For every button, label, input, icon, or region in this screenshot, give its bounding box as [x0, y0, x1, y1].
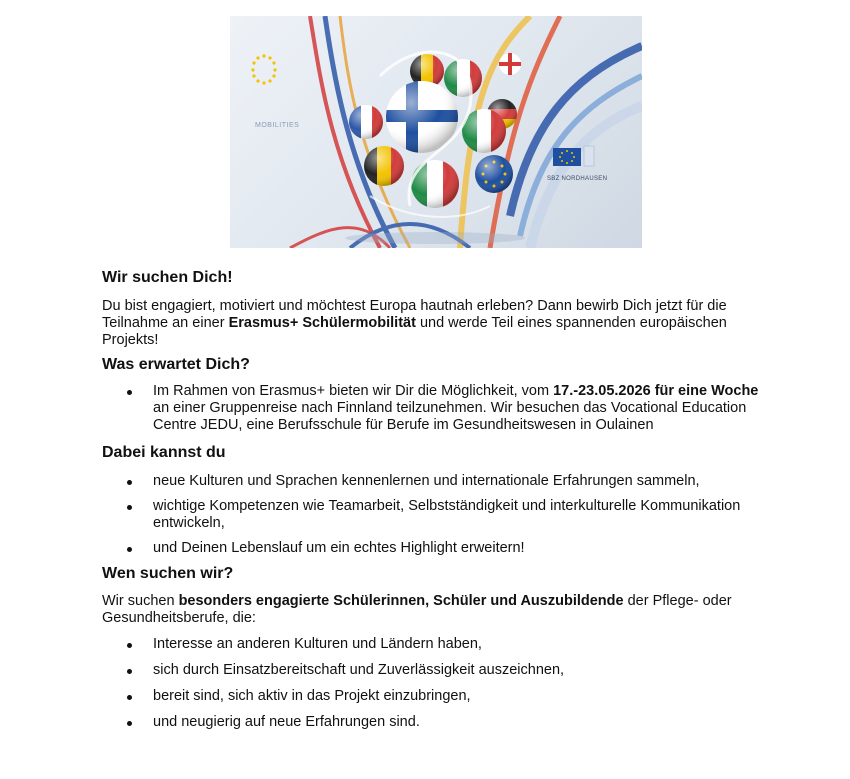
eu-stars-left [251, 54, 276, 84]
target-text-2: der Pflege- oder Gesundheitsberufe, die: [102, 593, 732, 626]
list-item: sich durch Einsatzbereitschaft und Zuverlässigkeit auszeichnen, [102, 662, 762, 679]
expectation-text-1: Im Rahmen von Erasmus+ bieten wir Dir die Möglichkeit, vom [153, 383, 554, 399]
target-text-bold: besonders engagierte Schülerinnen, Schüler und Auszubildende [178, 593, 624, 609]
flag-balls-illustration [230, 16, 642, 248]
benefits-list [102, 473, 762, 557]
list-item: wichtige Kompetenzen wie Teamarbeit, Selbstständigkeit und interkulturelle Kommunikation entwickeln, [102, 498, 762, 532]
list-item: neue Kulturen und Sprachen kennenlernen und internationale Erfahrungen sammeln, [102, 473, 762, 490]
list-item [102, 383, 762, 434]
target-paragraph [102, 593, 762, 627]
heading-was-erwartet-dich: Was erwartet Dich? [102, 356, 250, 373]
requirements-list [102, 636, 762, 731]
list-item: Interesse an anderen Kulturen und Ländern haben, [102, 636, 762, 653]
hero-right-caption: SBZ NORDHAUSEN [547, 176, 608, 182]
intro-text-1: Du bist engagiert, motiviert und möchtest Europa hautnah erleben? Dann bewirb Dich jetzt für die Teilnahme an einer [102, 298, 727, 331]
target-text-1: Wir suchen [102, 593, 179, 609]
document-body [102, 268, 762, 731]
list-item: und Deinen Lebenslauf um ein echtes Highlight erweitern! [102, 540, 762, 557]
intro-text-bold: Erasmus+ Schülermobilität [228, 315, 416, 331]
expectation-text-2: an einer Gruppenreise nach Finnland teilzunehmen. Wir besuchen das Vocational Education Centre JEDU, eine Berufsschule für Berufe im Gesundheitswesen in Oulainen [153, 400, 747, 433]
intro-text-2: und werde Teil eines spannenden europäischen Projekts! [102, 315, 727, 348]
heading-wir-suchen-dich: Wir suchen Dich! [102, 269, 233, 286]
hero-image [230, 16, 642, 248]
intro-paragraph [102, 298, 762, 349]
hero-left-caption: MOBILITIES [255, 122, 300, 129]
eu-flag-right [553, 146, 594, 166]
list-item: und neugierig auf neue Erfahrungen sind. [102, 714, 762, 731]
heading-dabei-kannst-du: Dabei kannst du [102, 444, 226, 461]
heading-wen-suchen-wir: Wen suchen wir? [102, 565, 234, 582]
expectation-text-bold: 17.-23.05.2026 für eine Woche [553, 383, 759, 399]
expectation-list [102, 383, 762, 434]
list-item: bereit sind, sich aktiv in das Projekt einzubringen, [102, 688, 762, 705]
